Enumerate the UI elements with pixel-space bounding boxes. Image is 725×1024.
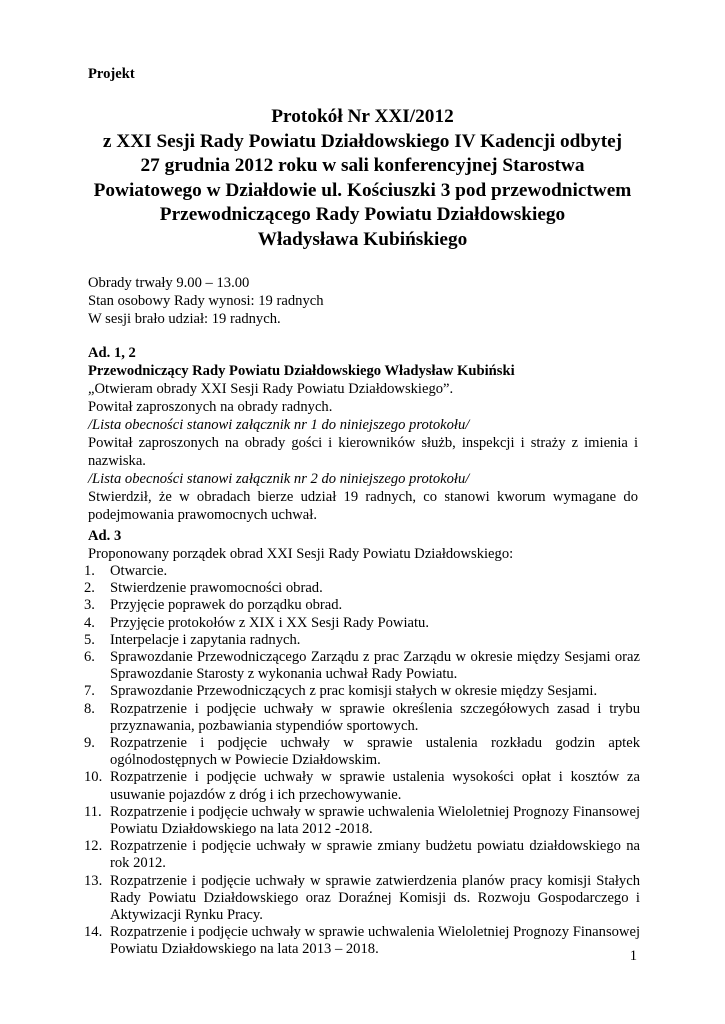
agenda-number: 12. xyxy=(84,838,103,855)
agenda-text: Rozpatrzenie i podjęcie uchwały w sprawie zmiany budżetu powiatu działdowskiego na rok 2012. xyxy=(110,838,640,872)
section-heading: Ad. 1, 2 xyxy=(88,345,136,361)
agenda-number: 1. xyxy=(84,563,95,579)
agenda-item xyxy=(84,873,640,925)
agenda-number: 13. xyxy=(84,872,103,889)
agenda-list xyxy=(84,563,640,959)
document-title xyxy=(60,105,665,253)
attachment-note-2: /Lista obecności stanowi załącznik nr 2 do niniejszego protokołu/ xyxy=(88,471,470,487)
agenda-text: Rozpatrzenie i podjęcie uchwały w sprawie zatwierdzenia planów pracy komisji Stałych Rady Powiatu Działdowskiego oraz Doraźnej Komisji ds. Rozwoju Gospodarczego i Aktywizacji Rynku Pracy. xyxy=(110,872,640,924)
agenda-number: 11. xyxy=(84,803,102,820)
title-line: Władysława Kubińskiego xyxy=(257,228,468,250)
agenda-text: Przyjęcie poprawek do porządku obrad. xyxy=(110,597,343,614)
agenda-number: 4. xyxy=(84,614,95,631)
agenda-text: Sprawozdanie Przewodniczącego Zarządu z prac Zarządu w okresie między Sesjami oraz Sprawozdanie Starosty z wykonania uchwał Rady Powiatu. xyxy=(110,649,640,683)
agenda-item xyxy=(84,597,640,614)
agenda-number: 9. xyxy=(84,735,95,752)
agenda-item xyxy=(84,615,640,632)
agenda-text: Rozpatrzenie i podjęcie uchwały w sprawie ustalenia rozkładu godzin aptek ogólnodostępnych w Powiecie Działdowskim. xyxy=(110,735,640,769)
section-ad-3 xyxy=(88,527,638,563)
page-number: 1 xyxy=(629,948,637,964)
agenda-number: 3. xyxy=(84,597,95,614)
agenda-number: 2. xyxy=(84,580,95,597)
greeting-councillors: Powitał zaproszonych na obrady radnych. xyxy=(88,399,333,415)
title-line: Przewodniczącego Rady Powiatu Działdowskiego xyxy=(159,204,566,226)
agenda-text: Interpelacje i zapytania radnych. xyxy=(110,631,301,648)
section-heading: Ad. 3 xyxy=(88,528,122,544)
agenda-intro: Proponowany porządek obrad XXI Sesji Rady Powiatu Działdowskiego: xyxy=(88,546,514,562)
agenda-item xyxy=(84,632,640,649)
agenda-item xyxy=(84,580,640,597)
agenda-text: Stwierdzenie prawomocności obrad. xyxy=(110,580,323,597)
title-line: 27 grudnia 2012 roku w sali konferencyjnej Starostwa xyxy=(140,155,585,177)
agenda-text: Rozpatrzenie i podjęcie uchwały w sprawie określenia szczegółowych zasad i trybu przyznawania, pozbawiania stypendiów sportowych. xyxy=(110,700,640,734)
title-line: Protokół Nr XXI/2012 xyxy=(271,106,454,127)
agenda-text: Przyjęcie protokołów z XIX i XX Sesji Rady Powiatu. xyxy=(110,614,429,631)
agenda-item xyxy=(84,563,640,580)
meta-duration: Obrady trwały 9.00 – 13.00 xyxy=(88,275,250,291)
agenda-number: 5. xyxy=(84,631,95,648)
agenda-number: 8. xyxy=(84,700,95,717)
draft-label: Projekt xyxy=(88,66,135,82)
agenda-text: Otwarcie. xyxy=(110,563,168,579)
agenda-number: 10. xyxy=(84,769,103,786)
session-meta xyxy=(88,274,638,328)
meta-council-size: Stan osobowy Rady wynosi: 19 radnych xyxy=(88,293,324,309)
agenda-number: 6. xyxy=(84,649,95,666)
opening-quote: „Otwieram obrady XXI Sesji Rady Powiatu Działdowskiego”. xyxy=(88,381,454,397)
agenda-item xyxy=(84,769,640,803)
section-ad-1-2 xyxy=(88,344,638,524)
agenda-item xyxy=(84,838,640,872)
agenda-number: 7. xyxy=(84,683,95,700)
agenda-item xyxy=(84,683,640,700)
meta-attendance: W sesji brało udział: 19 radnych. xyxy=(88,311,281,327)
agenda-item xyxy=(84,649,640,683)
agenda-item xyxy=(84,701,640,735)
title-line: Powiatowego w Działdowie ul. Kościuszki 3 pod przewodnictwem xyxy=(93,179,632,201)
agenda-text: Rozpatrzenie i podjęcie uchwały w sprawie ustalenia wysokości opłat i kosztów za usuwanie pojazdów z dróg i ich przechowywanie. xyxy=(110,769,640,803)
title-line: z XXI Sesji Rady Powiatu Działdowskiego IV Kadencji odbytej xyxy=(102,130,623,152)
quorum-statement: Stwierdził, że w obradach bierze udział 19 radnych, co stanowi kworum wymagane do podejmowania prawomocnych uchwał. xyxy=(88,489,638,523)
greeting-guests: Powitał zaproszonych na obrady gości i kierowników służb, inspekcji i straży z imienia i nazwiska. xyxy=(88,435,638,469)
agenda-number: 14. xyxy=(84,924,103,941)
agenda-item xyxy=(84,804,640,838)
speaker-name: Przewodniczący Rady Powiatu Działdowskiego Władysław Kubiński xyxy=(88,363,515,379)
agenda-text: Sprawozdanie Przewodniczących z prac komisji stałych w okresie między Sesjami. xyxy=(110,683,598,700)
agenda-text: Rozpatrzenie i podjęcie uchwały w sprawie uchwalenia Wieloletniej Prognozy Finansowej Powiatu Działdowskiego na lata 2012 -2018. xyxy=(110,803,640,838)
agenda-item xyxy=(84,735,640,769)
agenda-text: Rozpatrzenie i podjęcie uchwały w sprawie uchwalenia Wieloletniej Prognozy Finansowej Powiatu Działdowskiego na lata 2013 – 2018. xyxy=(110,924,640,958)
attachment-note-1: /Lista obecności stanowi załącznik nr 1 do niniejszego protokołu/ xyxy=(88,417,470,433)
agenda-item xyxy=(84,924,640,958)
